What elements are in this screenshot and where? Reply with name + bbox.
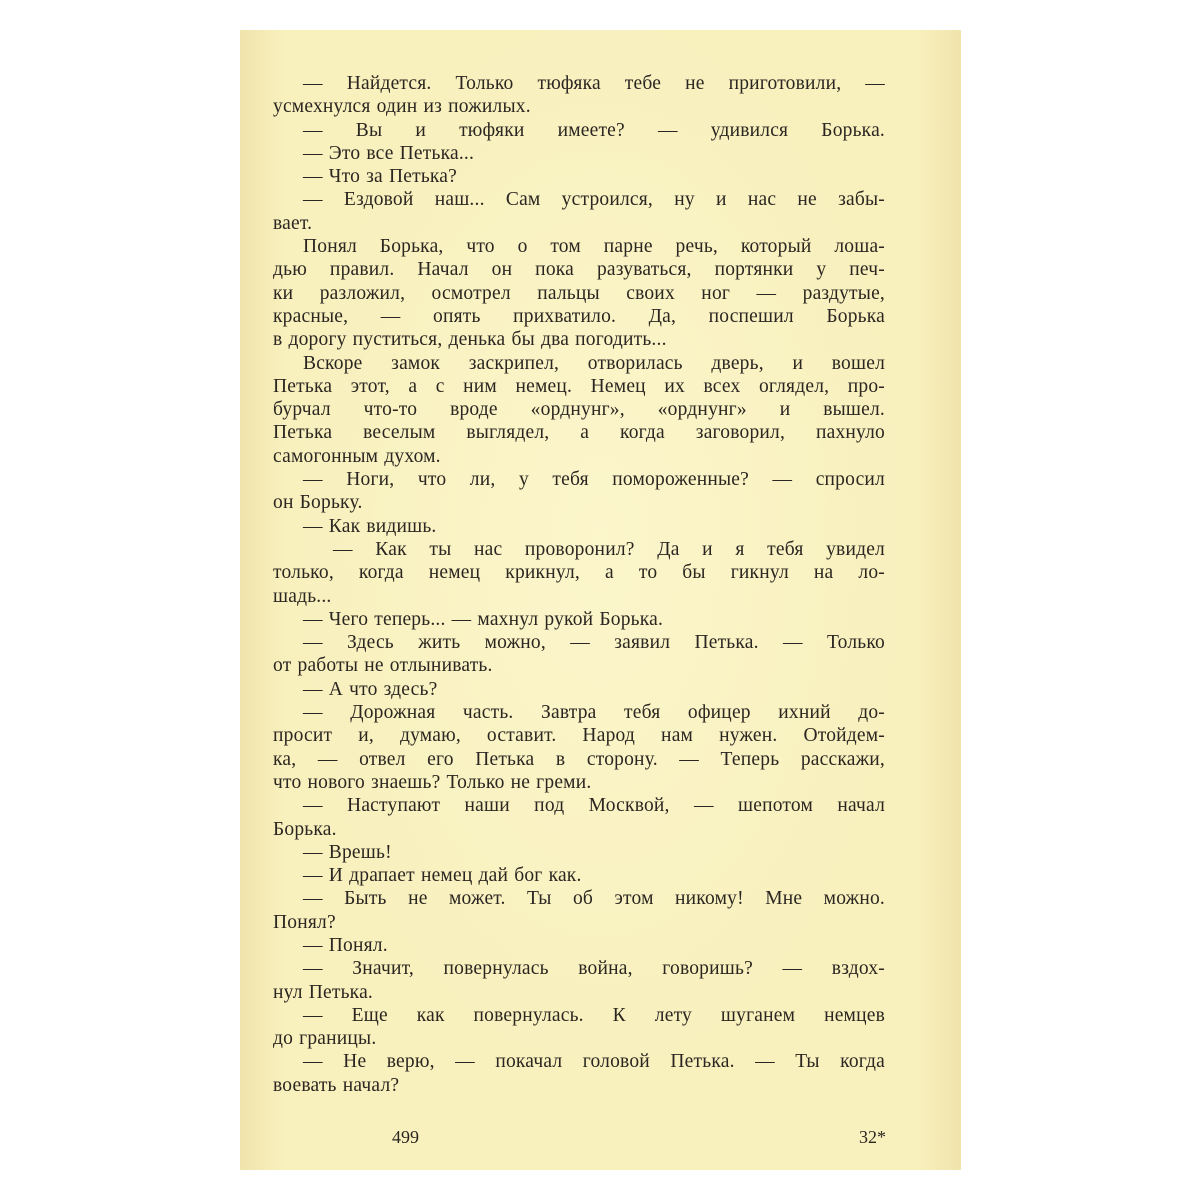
text-line: — Значит, повернулась война, говоришь? — вздох- <box>303 958 885 980</box>
text-line: он Борьку. <box>273 492 363 514</box>
text-line: ка, — отвел его Петька в сторону. — Теперь расскажи, <box>273 748 885 770</box>
text-line: — Чего теперь... — махнул рукой Борька. <box>303 608 664 630</box>
page-number: 499 <box>392 1127 419 1147</box>
text-line: воевать начал? <box>273 1074 400 1096</box>
text-line: Понял Борька, что о том парне речь, который лоша- <box>303 236 885 258</box>
text-line: — Что за Петька? <box>303 166 458 188</box>
text-line: просит и, думаю, оставит. Народ нам нужен. Отойдем- <box>273 725 885 747</box>
signature-mark: 32* <box>859 1127 886 1147</box>
text-line: — Наступают наши под Москвой, — шепотом начал <box>303 795 885 817</box>
text-line: в дорогу пуститься, денька бы два погодить... <box>273 329 667 351</box>
text-line: — Не верю, — покачал головой Петька. — Ты когда <box>303 1051 885 1073</box>
text-line: — Еще как повернулась. К лету шуганем немцев <box>303 1004 885 1026</box>
text-line: — И драпает немец дай бог как. <box>303 865 582 887</box>
text-line: ки разложил, осмотрел пальцы своих ног — раздутые, <box>273 282 885 304</box>
text-line: — Здесь жить можно, — заявил Петька. — Только <box>303 632 885 654</box>
text-line: самогонным духом. <box>273 445 441 467</box>
text-line: — Это все Петька... <box>303 142 475 164</box>
text-line: — Найдется. Только тюфяка тебе не приготовили, — <box>303 73 885 94</box>
text-line: Борька. <box>273 818 337 840</box>
text-line: дью правил. Начал он пока разуваться, портянки у печ- <box>273 259 885 281</box>
text-line: шадь... <box>273 585 332 607</box>
body-text <box>273 72 885 1097</box>
text-line: — Врешь! <box>303 841 392 863</box>
text-line: Петька веселым выглядел, а когда заговорил, пахнуло <box>273 422 885 444</box>
text-line: — Как ты нас проворонил? Да и я тебя увидел <box>333 538 885 560</box>
text-line: Вскоре замок заскрипел, отворилась дверь, и вошел <box>303 352 885 374</box>
text-line: бурчал что-то вроде «орднунг», «орднунг» и вышел. <box>273 399 885 421</box>
text-line: — Вы и тюфяки имеете? — удивился Борька. <box>303 119 885 141</box>
text-line: — Понял. <box>303 934 388 956</box>
text-line: что нового знаешь? Только не греми. <box>273 771 592 793</box>
text-line: вает. <box>273 212 313 234</box>
text-line: Понял? <box>273 911 336 933</box>
text-line: усмехнулся один из пожилых. <box>273 96 531 118</box>
book-page <box>240 30 961 1170</box>
text-line: Петька этот, а с ним немец. Немец их всех оглядел, про- <box>273 375 885 397</box>
text-line: только, когда немец крикнул, а то бы гикнул на ло- <box>273 562 885 584</box>
text-line: нул Петька. <box>273 981 373 1003</box>
text-line: красные, — опять прихватило. Да, поспешил Борька <box>273 305 885 327</box>
text-line: — Быть не может. Ты об этом никому! Мне можно. <box>303 888 885 910</box>
text-line: — Дорожная часть. Завтра тебя офицер ихний до- <box>303 702 885 724</box>
text-line: — Ездовой наш... Сам устроился, ну и нас не забы- <box>303 189 885 211</box>
text-line: от работы не отлынивать. <box>273 655 493 677</box>
text-line: до границы. <box>273 1028 377 1050</box>
text-line: — Ноги, что ли, у тебя помороженные? — спросил <box>303 469 885 491</box>
text-line: — А что здесь? <box>303 678 438 700</box>
text-line: — Как видишь. <box>303 515 437 537</box>
